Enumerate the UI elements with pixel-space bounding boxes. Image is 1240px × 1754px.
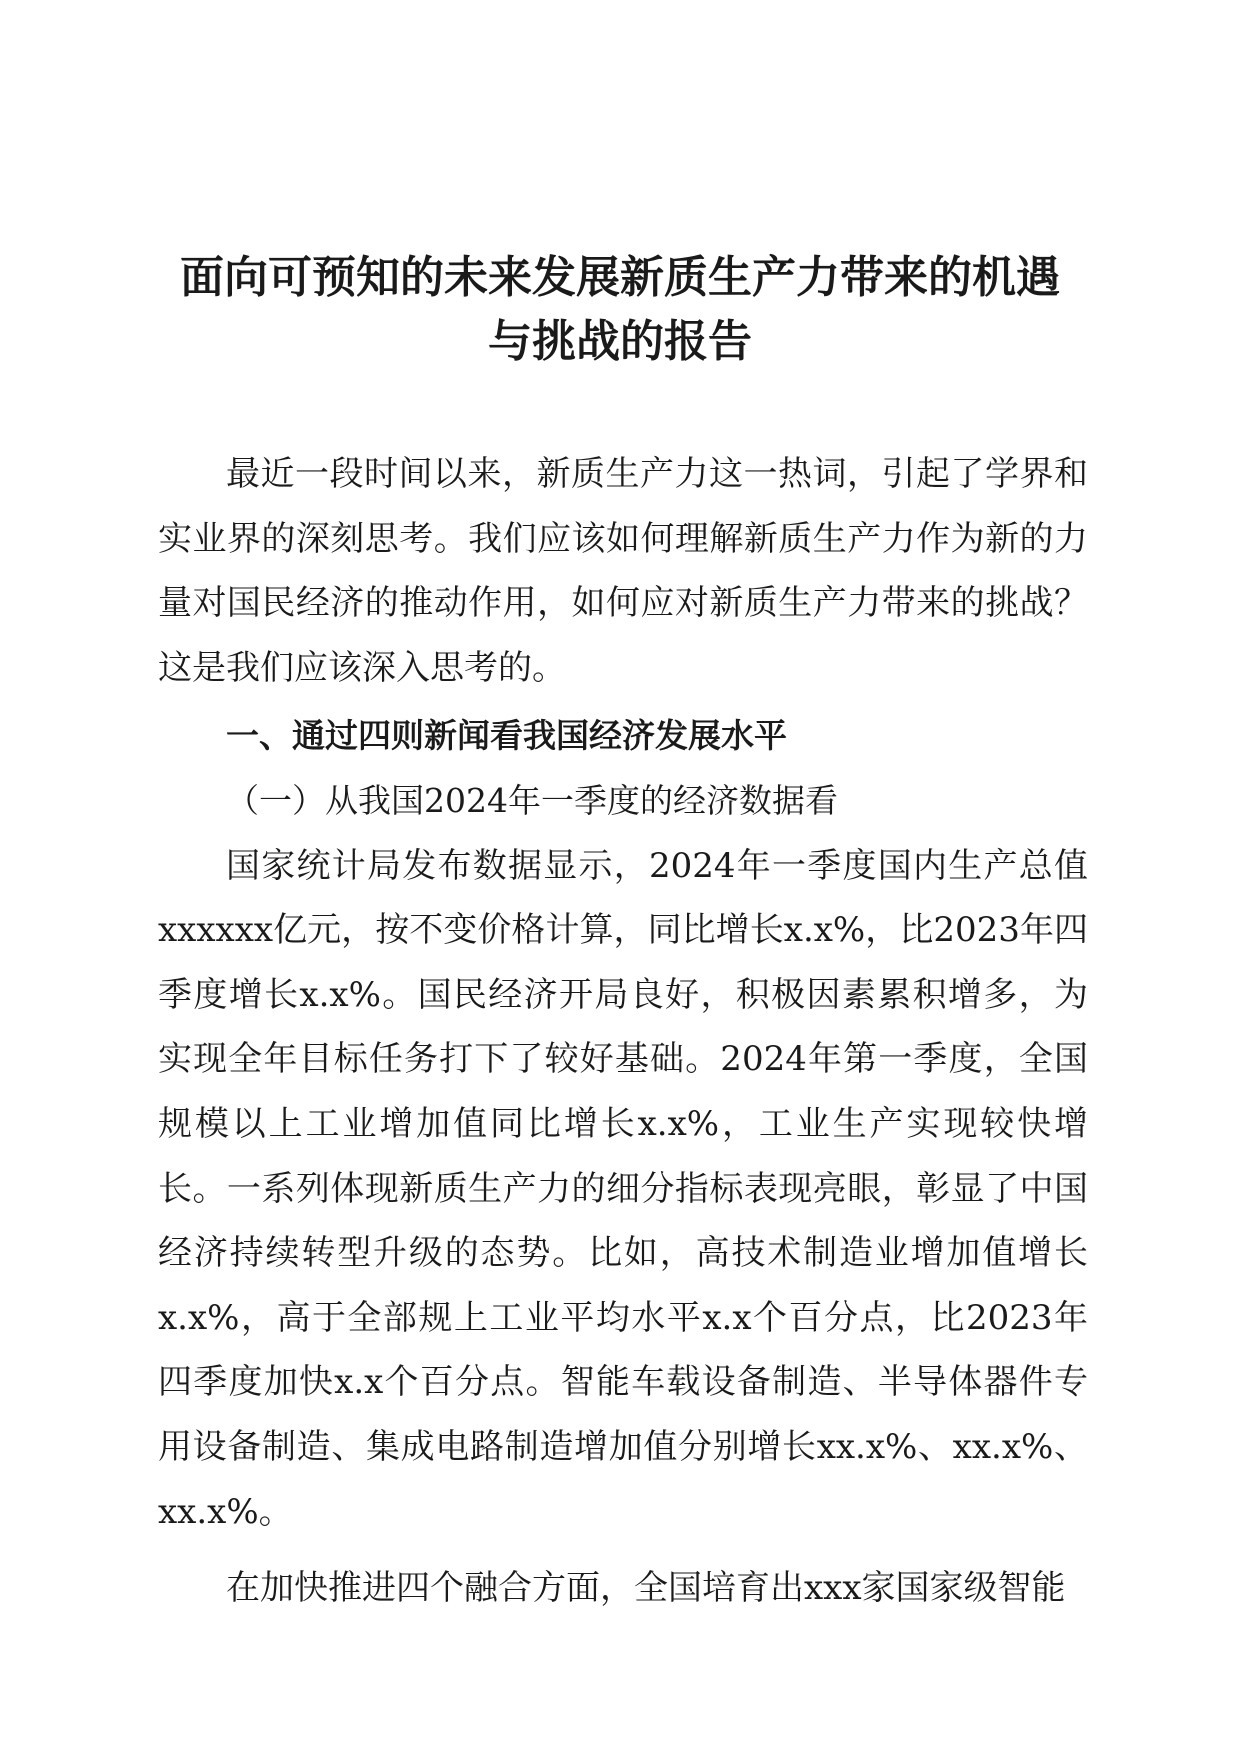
title-line-2: 与挑战的报告 (488, 316, 752, 367)
subsection-heading-1: （一）从我国2024年一季度的经济数据看 (226, 780, 838, 820)
document-title (150, 246, 1090, 374)
document-body (158, 442, 1088, 1621)
body-paragraph-1: 国家统计局发布数据显示，2024年一季度国内生产总值xxxxxx亿元，按不变价格计算，同比增长x.x%，比2023年四季度增长x.x%。国民经济开局良好，积极因素累积增多，为实现全年目标任务打下了较好基础。2024年第一季度，全国规模以上工业增加值同比增长x.x%，工业生产实现较快增长。一系列体现新质生产力的细分指标表现亮眼，彰显了中国经济持续转型升级的态势。比如，高技术制造业增加值增长x.x%，高于全部规上工业平均水平x.x个百分点，比2023年四季度加快x.x个百分点。智能车载设备制造、半导体器件专用设备制造、集成电路制造增加值分别增长xx.x%、xx.x%、xx.x%。 (158, 845, 1088, 1532)
section-heading-1: 一、通过四则新闻看我国经济发展水平 (226, 716, 787, 756)
intro-paragraph: 最近一段时间以来，新质生产力这一热词，引起了学界和实业界的深刻思考。我们应该如何理解新质生产力作为新的力量对国民经济的推动作用，如何应对新质生产力带来的挑战？这是我们应该深入思考的。 (158, 454, 1088, 688)
title-line-1: 面向可预知的未来发展新质生产力带来的机遇 (180, 252, 1060, 303)
body-paragraph-2: 在加快推进四个融合方面，全国培育出xxx家国家级智能 (226, 1568, 1066, 1609)
